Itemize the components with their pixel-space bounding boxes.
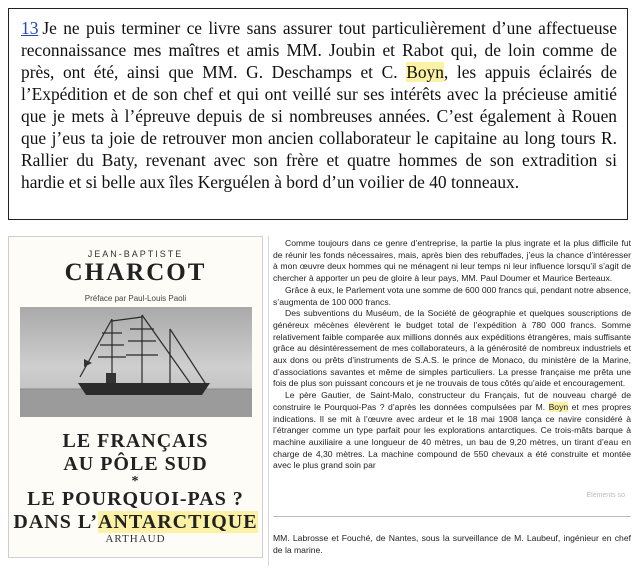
footnote-link[interactable]: 13	[21, 18, 39, 38]
scan-paragraph-1-text: Comme toujours dans ce genre d’entreprise, la partie la plus ingrate et la plus difficile fut de réunir les fonds nécessaires, mais, après bien des rebuffades, j’eus la chance d’intéresser à mon œuvre deux hommes qui ne ménagent ni leur temps ni leur influence lorsqu’il s’agit de chercher à apporter un peu de gloire à leur pays, MM. Paul Doumer et Maurice Berteaux.	[273, 238, 631, 284]
scan-highlighted-name: Boyn	[548, 401, 569, 412]
cover-title: CHARCOT	[64, 259, 207, 286]
ship-photo	[20, 307, 252, 417]
scan-paragraph-4-start: Le père Gautier, de Saint-Malo, constructeur du Français, fut de nouveau chargé de construire le Pourquoi-Pas ? d’après les données compulsées par M.	[273, 390, 631, 412]
scan-paragraph-3-text: Des subventions du Muséum, de la Société de géographie et quelques souscriptions de généreux mécènes élevèrent le budget total de l’expédition à 780 000 francs. Somme relativement faible comparée aux millions donnés aux expéditions étrangères, mais suffisante grâce au désintéressement de mes collaborateurs, à la générosité de nombreux industriels et aux dons ou prêts d’instruments de S.A.S. le prince de Monaco, du ministère de la Marine, d’associations savantes et même de simples particuliers. La presse française me prêta une fois de plus son puissant concours et je ne trouvais de tous côtés qu’aide et encouragement.	[273, 308, 631, 389]
cover-preface: Préface par Paul-Louis Paoli	[84, 294, 187, 303]
cover-subtitle	[9, 430, 262, 534]
quote-box	[8, 8, 628, 220]
subtitle-highlight: ANTARCTIQUE	[98, 511, 258, 533]
cover-publisher: ARTHAUD	[105, 533, 166, 545]
scan-paragraph-4-end: et mes propres indications. Il se mit à l’œuvre avec ardeur et le 18 mai 1908 lança ce navire considéré à l’étranger comme un type parfait pour les explorations antarctiques. Ce trois-mâts barque à machine auxiliaire a une longueur de 40 mètres, un bau de 9,20 mètres, un tirant d’eau en charge de 4,30 mètres. La machine compound de 550 chevaux a été construite et montée avec le plus grand soin par	[273, 401, 631, 471]
scan-paragraph-2	[273, 285, 631, 308]
scan-paragraph-2-text: Grâce à eux, le Parlement vota une somme de 600 000 francs qui, pendant notre absence, s’augmenta de 100 000 francs.	[273, 284, 631, 307]
subtitle-line-1: LE FRANÇAIS	[62, 430, 209, 452]
subtitle-star: *	[131, 474, 140, 489]
subtitle-line-2: AU PÔLE SUD	[63, 453, 208, 475]
quote-paragraph	[21, 17, 617, 193]
quote-text-end: , les appuis éclairés de l’Expédition et de son chef et qui ont veillé sur ses intérêts avec la précieuse amitié que je mets à l’épreuve depuis de si nombreuses années. C’est également à Rouen que j’eus ta joie de retrouver mon ancien collaborateur le capitaine au long tours R. Rallier du Baty, revenant avec son frère et quatre hommes de son extradition si hardie et si belle aux îles Kerguélen à bord d’un voilier de 40 tonneaux.	[21, 62, 617, 192]
scan-paragraph-1	[273, 238, 631, 285]
page-divider	[273, 516, 631, 517]
scan-paragraph-3	[273, 308, 631, 390]
quote-text-start: Je ne puis terminer ce livre sans assurer tout particulièrement d’une affectueuse reconnaissance mes maîtres et amis MM. Joubin et Rabot qui, de loin comme de près, ont été, ainsi que MM. G. Deschamps et C.	[21, 18, 617, 82]
scan-paragraph-4	[273, 390, 631, 472]
subtitle-line-4-prefix: DANS L’	[13, 511, 99, 533]
book-cover	[8, 236, 263, 558]
subtitle-line-3: LE POURQUOI-PAS ?	[27, 488, 244, 510]
faint-margin-label: Éléments so	[586, 492, 625, 499]
scanned-page	[268, 236, 635, 566]
highlighted-name: Boyn	[406, 62, 444, 82]
cover-author: JEAN-BAPTISTE	[87, 249, 184, 259]
scanned-page-body	[273, 238, 631, 500]
subtitle-line-4	[9, 511, 262, 534]
scan-footer-text: MM. Labrosse et Fouché, de Nantes, sous la surveillance de M. Laubeuf, ingénieur en chef de la marine.	[273, 533, 631, 555]
